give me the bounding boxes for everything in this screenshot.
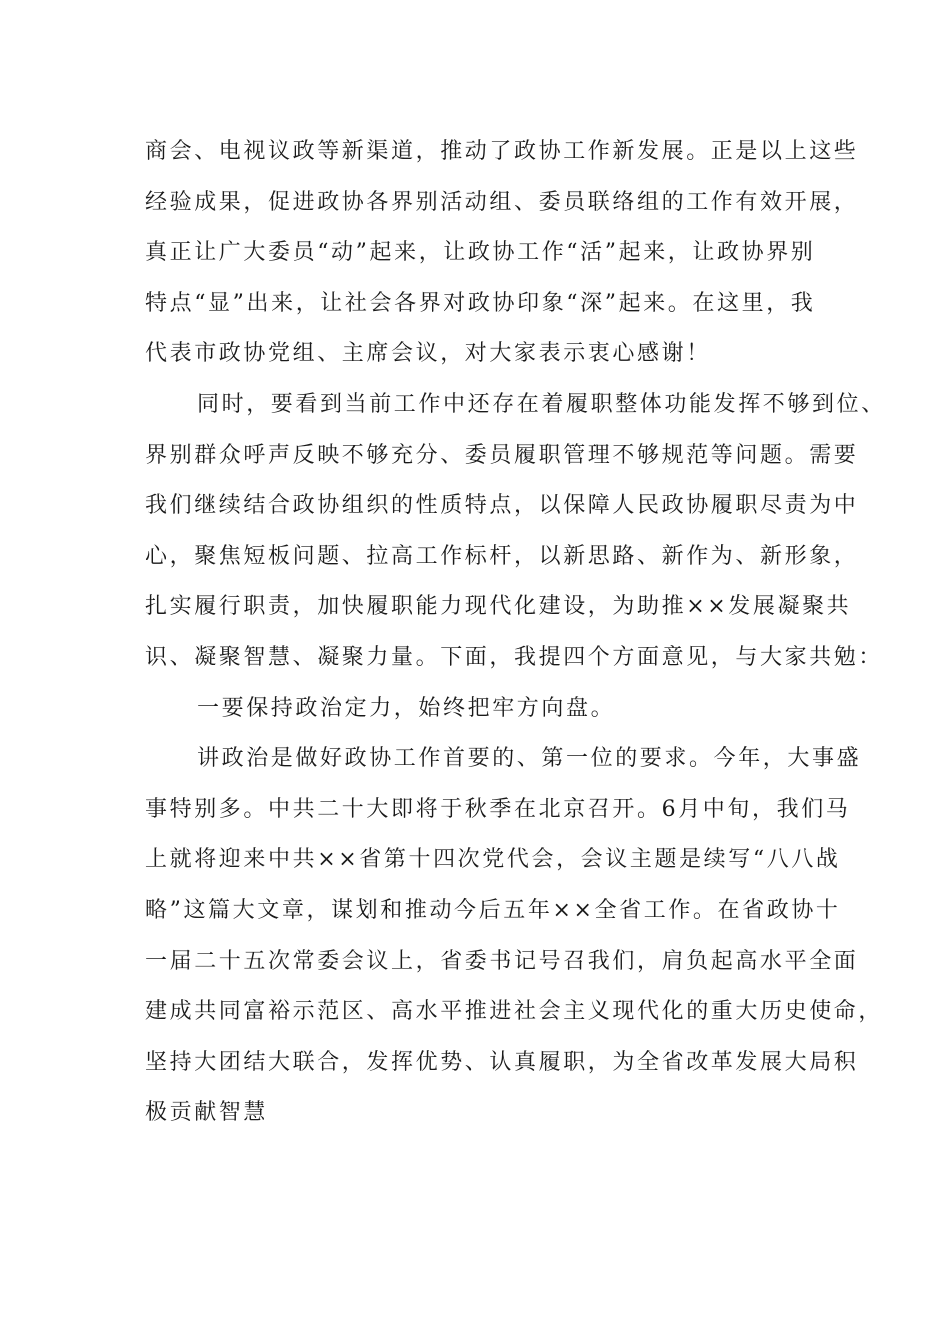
text-line: 事特别多。中共二十大即将于秋季在北京召开。6月中旬，我们马	[145, 796, 851, 822]
text-line: 略”这篇大文章，谋划和推动今后五年××全省工作。在省政协十	[145, 897, 841, 923]
text-line: 上就将迎来中共××省第十四次党代会，会议主题是续写“八八战	[145, 847, 841, 873]
text-line: 扎实履行职责，加快履职能力现代化建设，为助推××发展凝聚共	[145, 594, 852, 620]
section-heading: 一要保持政治定力，始终把牢方向盘。	[197, 695, 616, 721]
text-line: 心，聚焦短板问题、拉高工作标杆，以新思路、新作为、新形象，	[145, 543, 859, 569]
text-line: 一届二十五次常委会议上，省委书记号召我们，肩负起高水平全面	[145, 948, 859, 974]
text-line: 经验成果，促进政协各界别活动组、委员联络组的工作有效开展，	[145, 189, 859, 215]
text-line: 坚持大团结大联合，发挥优势、认真履职，为全省改革发展大局积	[145, 1049, 859, 1075]
text-line: 我们继续结合政协组织的性质特点，以保障人民政协履职尽责为中	[145, 493, 859, 519]
text-line: 界别群众呼声反映不够充分、委员履职管理不够规范等问题。需要	[145, 442, 859, 468]
text-line: 识、凝聚智慧、凝聚力量。下面，我提四个方面意见，与大家共勉：	[145, 644, 884, 670]
text-line: 建成共同富裕示范区、高水平推进社会主义现代化的重大历史使命，	[145, 999, 884, 1025]
text-line: 真正让广大委员“动”起来，让政协工作“活”起来，让政协界别	[145, 240, 816, 266]
text-line: 商会、电视议政等新渠道，推动了政协工作新发展。正是以上这些	[145, 139, 859, 164]
paragraph-start-line: 讲政治是做好政协工作首要的、第一位的要求。今年，大事盛	[197, 746, 862, 772]
paragraph-start-line: 同时，要看到当前工作中还存在着履职整体功能发挥不够到位、	[197, 391, 886, 417]
body-text	[145, 133, 886, 1145]
text-line: 代表市政协党组、主席会议，对大家表示衷心感谢！	[145, 341, 711, 367]
text-line: 极贡献智慧	[145, 1100, 269, 1126]
text-line: 特点“显”出来，让社会各界对政协印象“深”起来。在这里，我	[145, 290, 816, 316]
